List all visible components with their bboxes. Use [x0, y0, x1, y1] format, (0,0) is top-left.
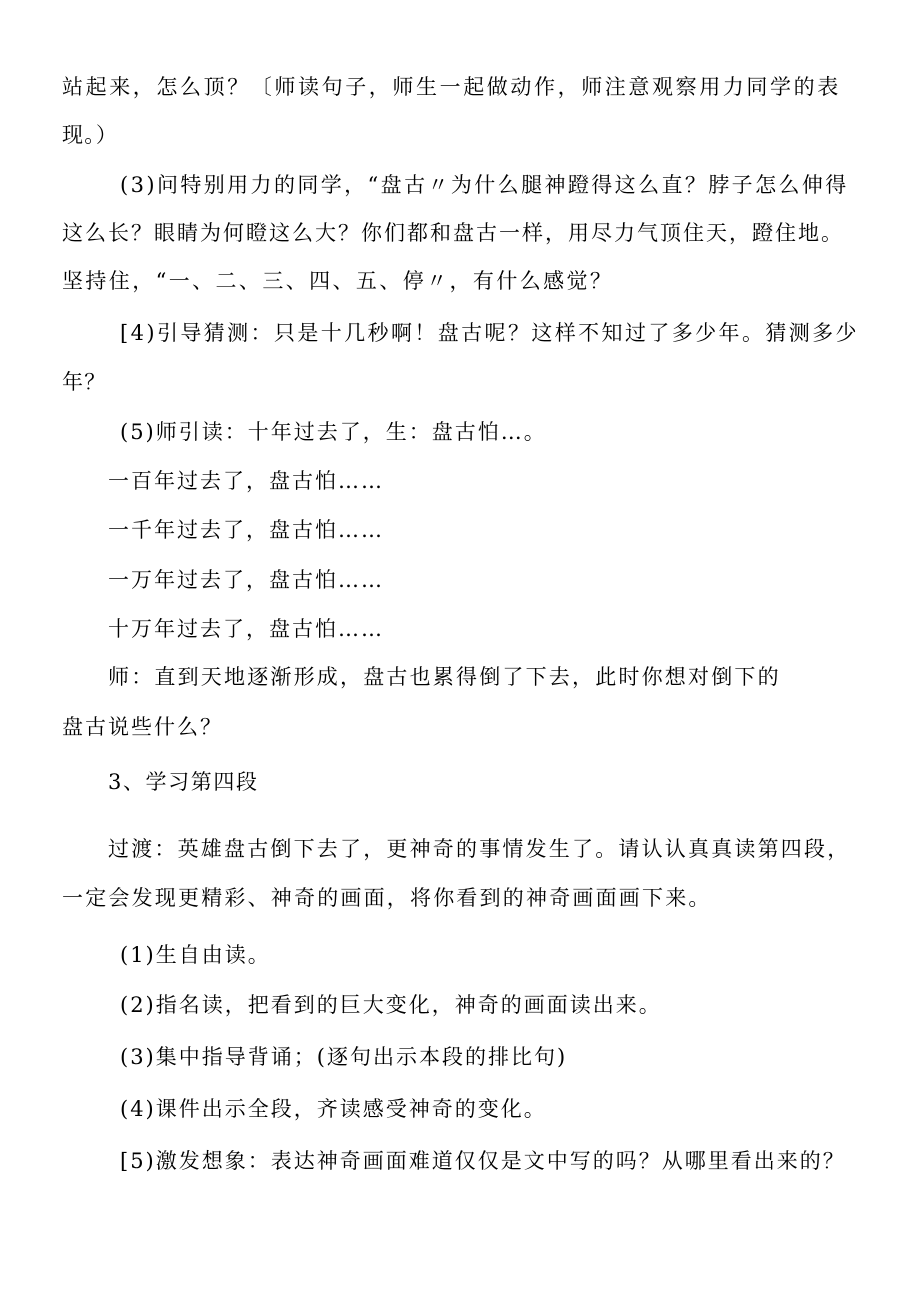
text-line: 一百年过去了，盘古怕……	[108, 469, 384, 493]
text-line: [4)引导猜测：只是十几秒啊！盘古呢？这样不知过了多少年。猜测多少	[120, 321, 859, 345]
section-heading: 3、学习第四段	[108, 770, 259, 794]
text-line: (3)集中指导背诵；(逐句出示本段的排比句)	[120, 1045, 568, 1069]
text-line: (4)课件出示全段，齐读感受神奇的变化。	[120, 1097, 547, 1121]
text-line: 一千年过去了，盘古怕……	[108, 518, 384, 542]
text-line: (2)指名读，把看到的巨大变化，神奇的画面读出来。	[120, 993, 662, 1017]
text-line: [5)激发想象：表达神奇画面难道仅仅是文中写的吗？从哪里看出来的？	[120, 1149, 846, 1173]
text-line: (1)生自由读。	[120, 943, 271, 967]
text-line: 十万年过去了，盘古怕……	[108, 617, 384, 641]
text-line: 这么长？眼睛为何瞪这么大？你们都和盘古一样，用尽力气顶住天，蹬住地。	[62, 221, 844, 245]
text-line: 一定会发现更精彩、神奇的画面，将你看到的神奇画面画下来。	[62, 886, 712, 910]
text-line: 站起来，怎么顶？〔师读句子，师生一起做动作，师注意观察用力同学的表	[62, 75, 841, 99]
text-line: 坚持住，“一、二、三、四、五、停〃，有什么感觉？	[62, 269, 614, 293]
text-line: 盘古说些什么？	[62, 715, 223, 739]
text-line: 一万年过去了，盘古怕……	[108, 568, 384, 592]
text-line: (3)问特别用力的同学，“盘古〃为什么腿神蹬得这么直？脖子怎么伸得	[120, 173, 849, 197]
text-line: (5)师引读：十年过去了，生：盘古怕…。	[120, 420, 547, 444]
text-line: 师：直到天地逐渐形成，盘古也累得倒了下去，此时你想对倒下的	[108, 665, 781, 689]
text-line: 现。）	[62, 123, 119, 147]
text-line: 年？	[62, 370, 107, 394]
text-line: 过渡：英雄盘古倒下去了，更神奇的事情发生了。请认认真真读第四段，	[108, 837, 851, 861]
